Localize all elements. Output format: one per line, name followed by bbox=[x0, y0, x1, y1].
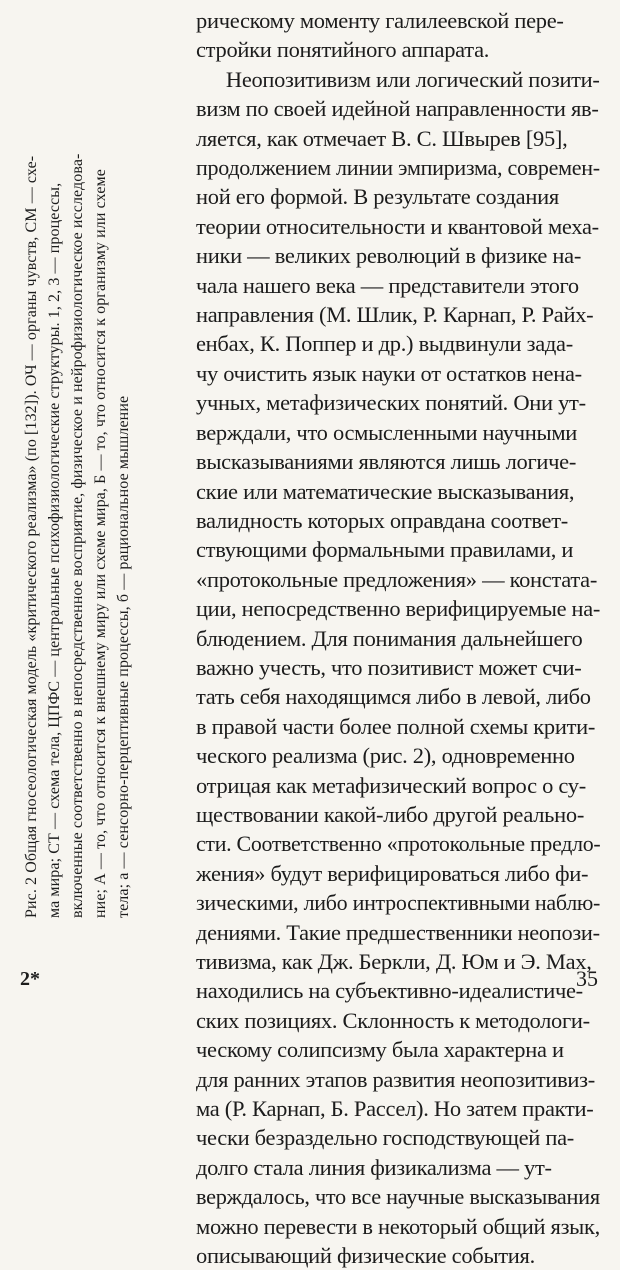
text-line: ческому солипсизму была характерна и bbox=[196, 1037, 564, 1063]
body-text-column bbox=[196, 6, 600, 1270]
text-line: находились на субъективно-идеалистиче- bbox=[196, 978, 583, 1004]
text-line: ческого реализма (рис. 2), одновременно bbox=[196, 743, 575, 769]
text-line: стройки понятийного аппарата. bbox=[196, 37, 490, 63]
text-line: верждали, что осмысленными научными bbox=[196, 419, 577, 445]
paragraph-first-line: Неопозитивизм или логический позити- bbox=[225, 66, 600, 92]
signature-mark: 2* bbox=[20, 968, 40, 990]
text-line: описывающий физические события. bbox=[196, 1243, 535, 1269]
caption-line: тела; а — сенсорно-перцептивные процессы, б — рациональное мышление bbox=[115, 395, 132, 918]
text-line: ники — великих революций в физике на- bbox=[196, 243, 582, 269]
text-line: продолжением линии эмпиризма, современ- bbox=[196, 155, 600, 181]
text-line: в правой части более полной схемы крити- bbox=[196, 713, 596, 739]
text-line: чески безраздельно господствующей па- bbox=[196, 1125, 574, 1151]
page-number: 35 bbox=[576, 966, 598, 991]
text-line: ствующими формальными правилами, и bbox=[196, 537, 574, 563]
text-line: ских позициях. Склонность к методологи- bbox=[196, 1007, 590, 1033]
figure-caption bbox=[20, 8, 135, 918]
text-line: ществовании какой-либо другой реально- bbox=[196, 801, 585, 827]
caption-line: ние; А — то, что относится к внешнему миру или схеме мира, Б — то, что относится к организму или схеме bbox=[92, 169, 109, 918]
text-line: тивизма, как Дж. Беркли, Д. Юм и Э. Мах, bbox=[196, 949, 592, 974]
text-line: теории относительности и квантовой меха- bbox=[196, 213, 599, 239]
text-line: «протокольные предложения» — констата- bbox=[196, 566, 598, 592]
text-line: чу очистить язык науки от остатков нена- bbox=[196, 360, 582, 386]
text-line: ной его формой. В результате создания bbox=[196, 184, 559, 210]
text-line: сти. Соответственно «протокольные предло- bbox=[196, 831, 601, 857]
caption-line: включенные соответственно в непосредственное восприятие, физическое и нейрофизиологическое исследова- bbox=[69, 153, 86, 918]
caption-line: Рис. 2 Общая гносеологическая модель «критического реализма» (по [132]). ОЧ — органы чувств, СМ — схе- bbox=[23, 155, 40, 918]
text-line: долго стала линия физикализма — ут- bbox=[196, 1154, 552, 1180]
text-line: важно учесть, что позитивист может счи- bbox=[196, 654, 582, 680]
text-line: ляется, как отмечает В. С. Швырев [95], bbox=[196, 125, 568, 151]
text-line: визм по своей идейной направленности яв- bbox=[196, 96, 599, 122]
text-line: можно перевести в некоторый общий язык, bbox=[196, 1213, 600, 1239]
text-line: жения» будут верифицироваться либо фи- bbox=[196, 860, 589, 886]
text-line: для ранних этапов развития неопозитивиз- bbox=[196, 1066, 595, 1092]
text-line: отрицая как метафизический вопрос о су- bbox=[196, 772, 586, 798]
text-line: высказываниями являются лишь логиче- bbox=[196, 449, 577, 475]
text-line: дениями. Такие предшественники неопози- bbox=[196, 919, 600, 945]
text-line: зическими, либо интроспективными наблю- bbox=[196, 890, 601, 916]
text-line: учных, метафизических понятий. Они ут- bbox=[196, 390, 586, 416]
text-line: направления (М. Шлик, Р. Карнап, Р. Райх- bbox=[196, 302, 594, 328]
text-line: верждалось, что все научные высказывания bbox=[196, 1184, 600, 1210]
text-line: ции, непосредственно верифицируемые на- bbox=[196, 596, 601, 622]
text-line: чала нашего века — представители этого bbox=[196, 272, 579, 298]
text-line: тать себя находящимся либо в левой, либо bbox=[196, 684, 591, 710]
text-line: ма (Р. Карнап, Б. Рассел). Но затем практи- bbox=[196, 1096, 594, 1122]
text-line: ские или математические высказывания, bbox=[196, 478, 575, 504]
caption-line: ма мира; СТ — схема тела, ЦПФС — центральные психофизиологические структуры. 1, 2, 3 — процессы, bbox=[46, 182, 63, 918]
text-line: рическому моменту галилеевской пере- bbox=[196, 8, 564, 33]
text-line: валидность которых оправдана соответ- bbox=[196, 507, 568, 533]
text-line: блюдением. Для понимания дальнейшего bbox=[196, 625, 583, 651]
text-line: енбах, К. Поппер и др.) выдвинули зада- bbox=[196, 331, 573, 357]
